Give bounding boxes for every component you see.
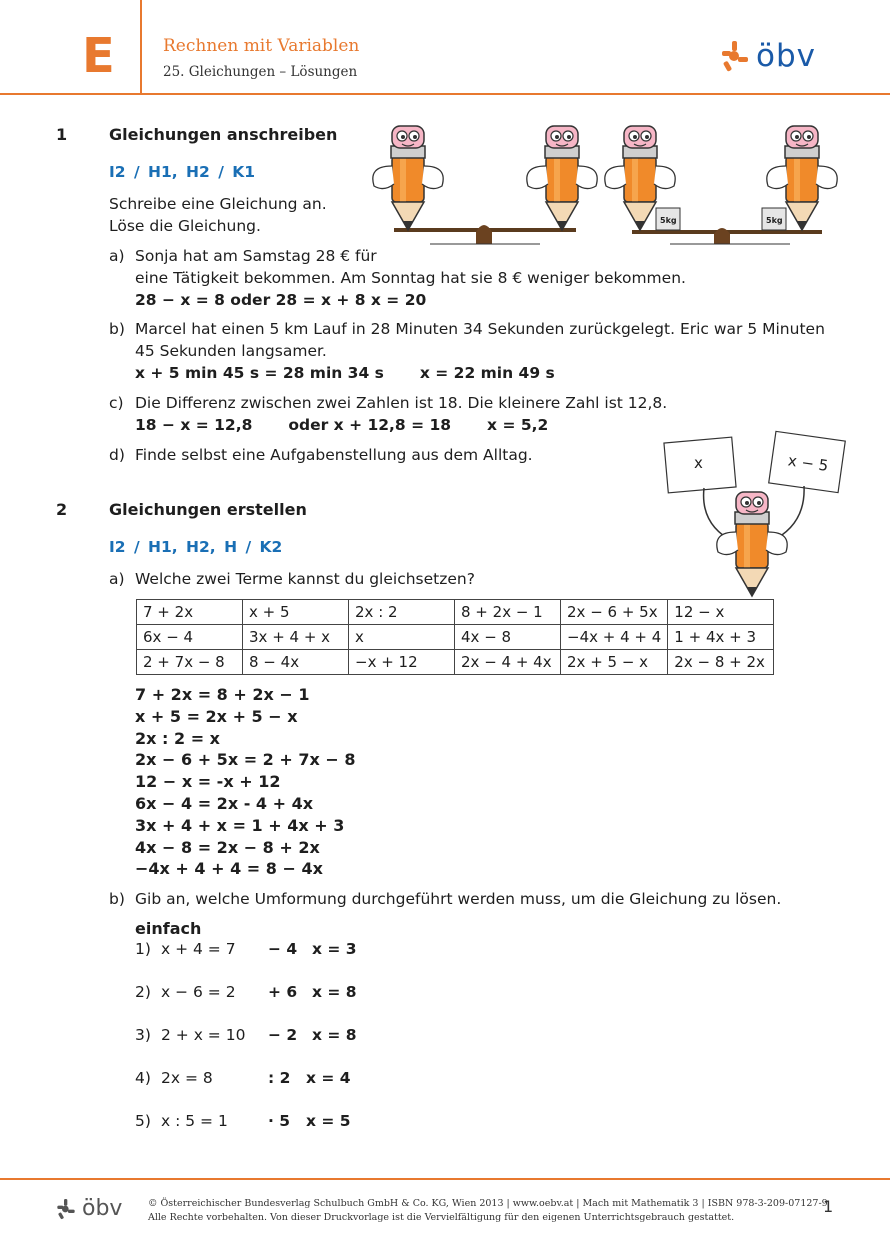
table-row (137, 625, 774, 650)
item-number: 5) (135, 1112, 151, 1130)
task2-number: 2 (56, 500, 68, 519)
item-answer: 18 − x = 12,8 (135, 416, 253, 434)
chapter-title: Rechnen mit Variablen (163, 36, 360, 56)
task1-title: Gleichungen anschreiben (109, 125, 338, 144)
weight-label: 5kg (766, 216, 783, 225)
footer-logo-text: öbv (82, 1196, 123, 1221)
table-cell: −4x + 4 + 4 (561, 625, 668, 650)
item-number: 4) (135, 1069, 151, 1087)
item-label: a) (109, 247, 125, 265)
table-cell: 1 + 4x + 3 (668, 625, 774, 650)
item-equation: x : 5 = 1 (161, 1112, 228, 1130)
task2-competencies: I2 / H1, H2, H / K2 (109, 538, 283, 556)
item-solution: x = 8 (312, 983, 357, 1001)
item-answer: x = 5,2 (487, 416, 549, 434)
item-answer: x + 5 min 45 s = 28 min 34 s (135, 364, 384, 382)
list-item (135, 983, 357, 1001)
equation: 4x − 8 = 2x − 8 + 2x (135, 837, 320, 857)
item-text: Gib an, welche Umformung durchgeführt werden muss, um die Gleichung zu lösen. (135, 890, 782, 908)
item-number: 3) (135, 1026, 151, 1044)
terms-table (136, 599, 774, 675)
pencil-signs-illustration (660, 430, 850, 615)
table-cell: 2x : 2 (349, 600, 455, 625)
task1-item-a (109, 245, 686, 311)
equation: 12 − x = -x + 12 (135, 772, 281, 792)
table-cell: 4x − 8 (455, 625, 561, 650)
item-label: d) (109, 446, 125, 464)
table-cell: 2 + 7x − 8 (137, 650, 243, 675)
item-label: b) (109, 320, 125, 338)
equation: −4x + 4 + 4 = 8 − 4x (135, 859, 323, 879)
weight-label: 5kg (660, 216, 677, 225)
page-number: 1 (823, 1197, 834, 1216)
item-label: b) (109, 890, 125, 908)
table-row (137, 600, 774, 625)
table-cell: 8 − 4x (243, 650, 349, 675)
header-divider (140, 0, 142, 94)
item-text: Welche zwei Terme kannst du gleichsetzen? (135, 570, 475, 588)
table-cell: x + 5 (243, 600, 349, 625)
oebv-star-icon (56, 1197, 76, 1221)
item-text: Die Differenz zwischen zwei Zahlen ist 18. Die kleinere Zahl ist 12,8. (135, 394, 668, 412)
item-operation: − 2 (268, 1026, 298, 1044)
item-answer: 28 − x = 8 oder 28 = x + 8 x = 20 (135, 291, 427, 309)
table-cell: 2x − 6 + 5x (561, 600, 668, 625)
item-equation: 2 + x = 10 (161, 1026, 246, 1044)
table-cell: 7 + 2x (137, 600, 243, 625)
table-cell: 2x + 5 − x (561, 650, 668, 675)
intro-line: Löse die Gleichung. (109, 217, 261, 235)
item-operation: + 6 (268, 983, 298, 1001)
table-cell: 6x − 4 (137, 625, 243, 650)
list-item (135, 1112, 351, 1130)
table-cell: 2x − 4 + 4x (455, 650, 561, 675)
table-cell: 3x + 4 + x (243, 625, 349, 650)
list-item (135, 1026, 357, 1044)
item-solution: x = 3 (312, 940, 357, 958)
balance-illustration (370, 120, 850, 250)
item-answer: oder x + 12,8 = 18 (288, 416, 452, 434)
task1-item-c (109, 392, 667, 436)
item-operation: · 5 (268, 1112, 291, 1130)
item-operation: : 2 (268, 1069, 291, 1087)
footer-rule (0, 1178, 890, 1180)
item-label: a) (109, 570, 125, 588)
equation-list (135, 684, 356, 880)
item-solution: x = 4 (306, 1069, 351, 1087)
list-item (135, 1069, 351, 1087)
item-label: c) (109, 394, 124, 412)
equation: 2x : 2 = x (135, 728, 220, 748)
item-number: 2) (135, 983, 151, 1001)
item-equation: x + 4 = 7 (161, 940, 236, 958)
footer-logo (56, 1196, 122, 1221)
header-rule (0, 93, 890, 95)
item-answer: x = 22 min 49 s (419, 364, 555, 382)
task1-competencies: I2 / H1, H2 / K1 (109, 163, 256, 181)
table-cell: x (349, 625, 455, 650)
equation: 6x − 4 = 2x - 4 + 4x (135, 793, 314, 813)
task2-part-a (109, 568, 475, 590)
copyright-line: Alle Rechte vorbehalten. Von dieser Druckvorlage ist die Vervielfältigung für den eigenen Unterrichtsgebrauch gestattet. (148, 1212, 735, 1223)
task2-part-b (109, 888, 781, 910)
task2-title: Gleichungen erstellen (109, 500, 307, 519)
item-text: Marcel hat einen 5 km Lauf in 28 Minuten 34 Sekunden zurückgelegt. Eric war 5 Minuten (135, 320, 825, 338)
task1-intro (109, 193, 327, 237)
table-cell: −x + 12 (349, 650, 455, 675)
item-number: 1) (135, 940, 151, 958)
sign-right-text: x − 5 (786, 451, 830, 475)
sign-left-text: x (694, 454, 703, 472)
equation: 2x − 6 + 5x = 2 + 7x − 8 (135, 750, 356, 770)
header-logo (720, 38, 816, 74)
item-equation: 2x = 8 (161, 1069, 213, 1087)
equation: 3x + 4 + x = 1 + 4x + 3 (135, 815, 345, 835)
item-solution: x = 8 (312, 1026, 357, 1044)
table-cell: 2x − 8 + 2x (668, 650, 774, 675)
copyright-line: © Österreichischer Bundesverlag Schulbuch GmbH & Co. KG, Wien 2013 | www.oebv.at | Mach mit Mathematik 3 | ISBN 978-3-209-07127-9 (148, 1198, 828, 1209)
copyright (148, 1197, 828, 1225)
item-text: 45 Sekunden langsamer. (135, 342, 327, 360)
oebv-star-icon (720, 39, 750, 73)
task1-item-d (109, 444, 533, 466)
table-cell: 12 − x (668, 600, 774, 625)
item-equation: x − 6 = 2 (161, 983, 236, 1001)
item-text: Sonja hat am Samstag 28 € für (135, 247, 377, 265)
table-cell: 8 + 2x − 1 (455, 600, 561, 625)
item-text: Finde selbst eine Aufgabenstellung aus dem Alltag. (135, 446, 533, 464)
equation: 7 + 2x = 8 + 2x − 1 (135, 685, 310, 704)
task1-number: 1 (56, 125, 68, 144)
item-text: eine Tätigkeit bekommen. Am Sonntag hat sie 8 € weniger bekommen. (135, 269, 686, 287)
chapter-letter: E (82, 28, 115, 84)
logo-text: öbv (756, 38, 816, 74)
equation: x + 5 = 2x + 5 − x (135, 706, 298, 726)
b-heading: einfach (135, 919, 202, 938)
table-row (137, 650, 774, 675)
item-solution: x = 5 (306, 1112, 351, 1130)
list-item (135, 940, 357, 958)
item-operation: − 4 (268, 940, 298, 958)
chapter-subtitle: 25. Gleichungen – Lösungen (163, 64, 358, 80)
intro-line: Schreibe eine Gleichung an. (109, 195, 327, 213)
task1-item-b (109, 318, 825, 384)
